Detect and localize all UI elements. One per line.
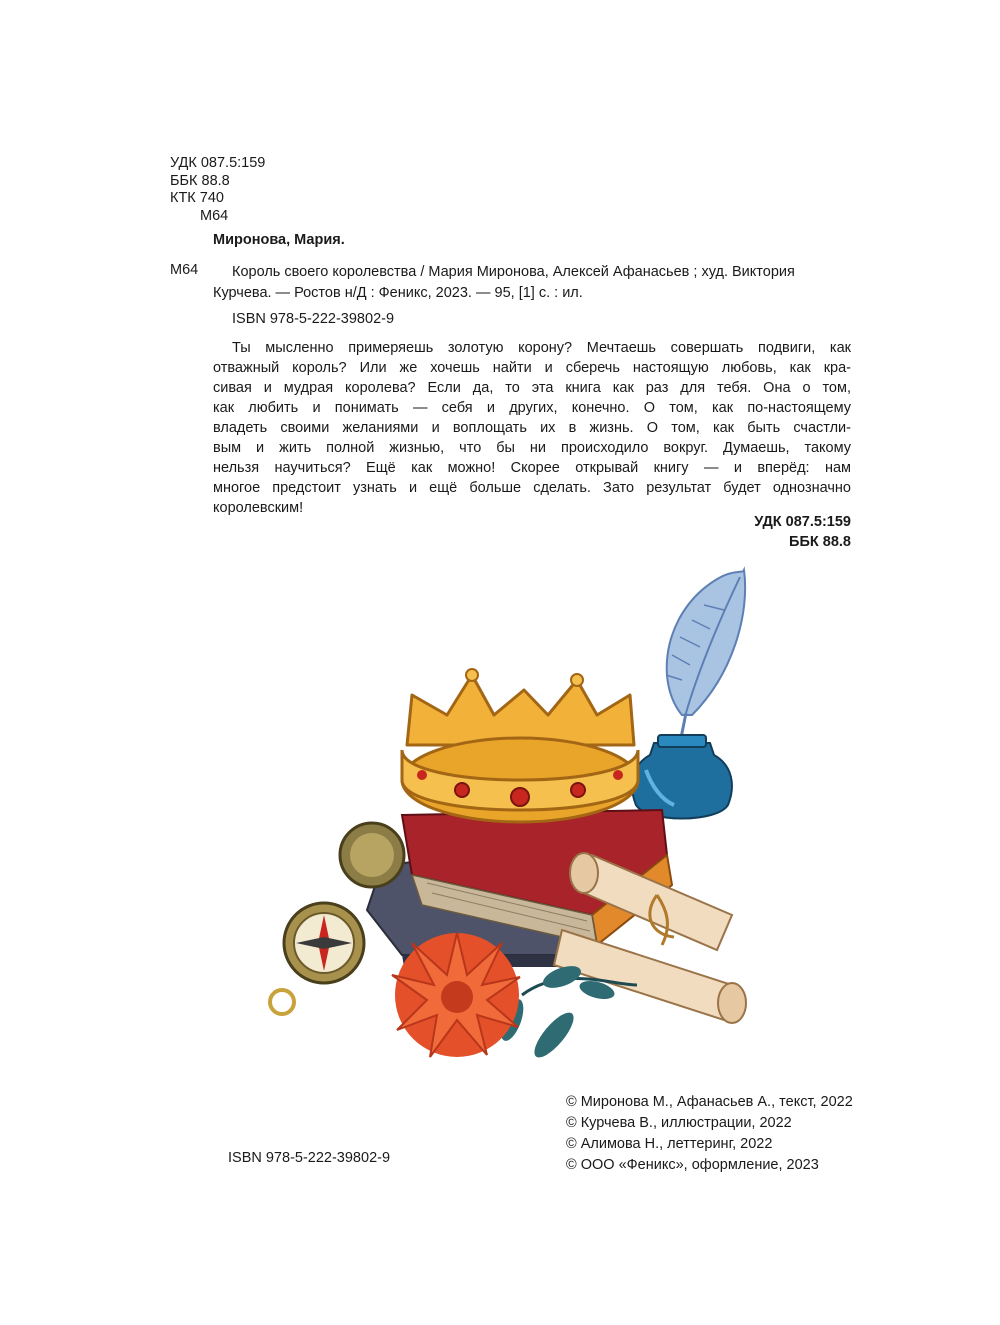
udk-code-right: УДК 087.5:159 — [754, 514, 851, 530]
annotation — [213, 338, 851, 518]
copyright-line: © Курчева В., иллюстрации, 2022 — [566, 1115, 792, 1131]
copyright-line: © Алимова Н., леттеринг, 2022 — [566, 1136, 773, 1152]
isbn-record: ISBN 978-5-222-39802-9 — [232, 311, 395, 327]
annotation-line: сивая и мудрая королева? Если да, то эта книга как раз для тебя. Она о том, — [213, 380, 851, 396]
annotation-line: владеть своими желаниями и воплощать их в жизнь. О том, как быть счастли- — [213, 420, 851, 436]
annotation-line: многое предстоит узнать и ещё больше сделать. Зато результат будет однозначно — [213, 480, 851, 496]
bibliographic-description — [213, 262, 853, 304]
classification-codes — [170, 155, 265, 225]
crown-icon — [402, 669, 638, 822]
biblio-line: Король своего королевства / Мария Миронова, Алексей Афанасьев ; худ. Виктория — [232, 264, 795, 280]
annotation-line: Ты мысленно примеряешь золотую корону? Мечтаешь совершать подвиги, как — [232, 340, 851, 356]
illustration — [262, 565, 762, 1085]
bbk-code: ББК 88.8 — [170, 172, 230, 189]
isbn-bottom: ISBN 978-5-222-39802-9 — [228, 1150, 391, 1166]
bbk-code-right: ББК 88.8 — [789, 534, 851, 550]
biblio-line: Курчева. — Ростов н/Д : Феникс, 2023. — 95, [1] с. : ил. — [213, 285, 583, 301]
ktk-code: КТК 740 — [170, 190, 224, 207]
classification-codes-right — [600, 512, 851, 552]
copyright-line: © Миронова М., Афанасьев А., текст, 2022 — [566, 1094, 853, 1110]
udk-code: УДК 087.5:159 — [170, 155, 266, 171]
copyright-line: © ООО «Феникс», оформление, 2023 — [566, 1157, 819, 1173]
annotation-line: королевским! — [213, 500, 304, 516]
annotation-line: вым и жить полной жизнью, что бы ни происходило вокруг. Думаешь, такому — [213, 440, 851, 456]
record-author-mark: М64 — [170, 262, 199, 278]
annotation-line: как любить и понимать — себя и других, конечно. О том, как по-настоящему — [213, 400, 851, 416]
copyright-block — [566, 1092, 853, 1176]
ink-bottle-icon — [632, 735, 732, 819]
annotation-line: нельзя научиться? Ещё как можно! Скорее открывай книгу — и вперёд: нам — [213, 460, 851, 476]
feather-quill-icon — [666, 570, 745, 743]
author-heading: Миронова, Мария. — [213, 232, 345, 248]
author-mark: М64 — [200, 207, 229, 224]
annotation-line: отважный король? Или же хочешь найти и сберечь настоящую любовь, как кра- — [213, 360, 851, 376]
